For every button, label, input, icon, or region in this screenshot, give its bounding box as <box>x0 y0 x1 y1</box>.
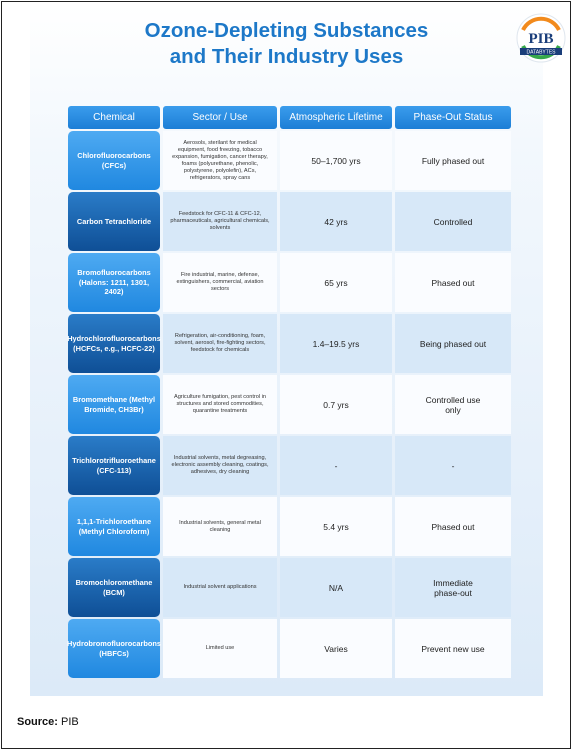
header-status: Phase-Out Status <box>395 106 511 129</box>
header-sector: Sector / Use <box>163 106 277 129</box>
chemical-cell: Bromochloromethane (BCM) <box>68 558 160 617</box>
status-cell: Phased out <box>395 253 511 312</box>
sector-cell: Fire industrial, marine, defense, extinguishers, commercial, aviation sectors <box>163 253 277 312</box>
sector-cell: Limited use <box>163 619 277 678</box>
title-line-2: and Their Industry Uses <box>169 45 404 68</box>
sector-cell: Refrigeration, air-conditioning, foam, solvent, aerosol, fire-fighting sectors, feedstock for chemicals <box>163 314 277 373</box>
pib-logo <box>515 12 567 64</box>
sector-cell: Feedstock for CFC-11 & CFC-12, pharmaceuticals, agricultural chemicals, solvents <box>163 192 277 251</box>
table-row <box>68 131 511 190</box>
chemical-cell: Chlorofluorocarbons (CFCs) <box>68 131 160 190</box>
lifetime-cell: 1.4–19.5 yrs <box>280 314 392 373</box>
lifetime-cell: 65 yrs <box>280 253 392 312</box>
source-value: PIB <box>61 716 79 728</box>
sector-cell: Industrial solvent applications <box>163 558 277 617</box>
lifetime-cell: - <box>280 436 392 495</box>
header-lifetime: Atmospheric Lifetime <box>280 106 392 129</box>
table-row <box>68 558 511 617</box>
sector-cell: Industrial solvents, general metal cleaning <box>163 497 277 556</box>
page-title <box>30 18 543 70</box>
ods-table <box>68 106 511 680</box>
table-row <box>68 619 511 678</box>
chemical-cell: Bromomethane (Methyl Bromide, CH3Br) <box>68 375 160 434</box>
sector-cell: Agriculture fumigation, pest control in structures and stored commodities, quarantine treatments <box>163 375 277 434</box>
table-row <box>68 314 511 373</box>
title-line-1: Ozone-Depleting Substances <box>144 19 429 42</box>
lifetime-cell: 42 yrs <box>280 192 392 251</box>
header-chemical: Chemical <box>68 106 160 129</box>
sector-cell: Aerosols, sterilant for medical equipment, food freezing, tobacco expansion, fumigation, cancer therapy, foams (polyurethane, phenolic, polystyrene, polyolefin), ACs, refrigerators, spray cans <box>163 131 277 190</box>
source-note <box>17 716 79 728</box>
lifetime-cell: 0.7 yrs <box>280 375 392 434</box>
table-row <box>68 497 511 556</box>
status-cell: Phased out <box>395 497 511 556</box>
table-row <box>68 436 511 495</box>
status-cell: - <box>395 436 511 495</box>
status-cell: Immediate phase-out <box>395 558 511 617</box>
table-row <box>68 253 511 312</box>
chemical-cell: Bromofluorocarbons (Halons: 1211, 1301, 2402) <box>68 253 160 312</box>
table-row <box>68 375 511 434</box>
table-header <box>68 106 511 129</box>
status-cell: Prevent new use <box>395 619 511 678</box>
lifetime-cell: 5.4 yrs <box>280 497 392 556</box>
table-row <box>68 192 511 251</box>
status-cell: Being phased out <box>395 314 511 373</box>
status-cell: Fully phased out <box>395 131 511 190</box>
lifetime-cell: 50–1,700 yrs <box>280 131 392 190</box>
chemical-cell: Trichlorotrifluoroethane (CFC-113) <box>68 436 160 495</box>
source-label: Source: <box>17 716 58 728</box>
status-cell: Controlled <box>395 192 511 251</box>
chemical-cell: Hydrochlorofluorocarbons (HCFCs, e.g., HCFC-22) <box>68 314 160 373</box>
status-cell: Controlled use only <box>395 375 511 434</box>
chemical-cell: 1,1,1-Trichloroethane (Methyl Chloroform) <box>68 497 160 556</box>
lifetime-cell: N/A <box>280 558 392 617</box>
lifetime-cell: Varies <box>280 619 392 678</box>
chemical-cell: Hydrobromofluorocarbons (HBFCs) <box>68 619 160 678</box>
sector-cell: Industrial solvents, metal degreasing, electronic assembly cleaning, coatings, adhesives, dry cleaning <box>163 436 277 495</box>
chemical-cell: Carbon Tetrachloride <box>68 192 160 251</box>
logo-text: PIB <box>528 31 554 47</box>
logo-subtext: DATABYTES <box>526 49 556 56</box>
